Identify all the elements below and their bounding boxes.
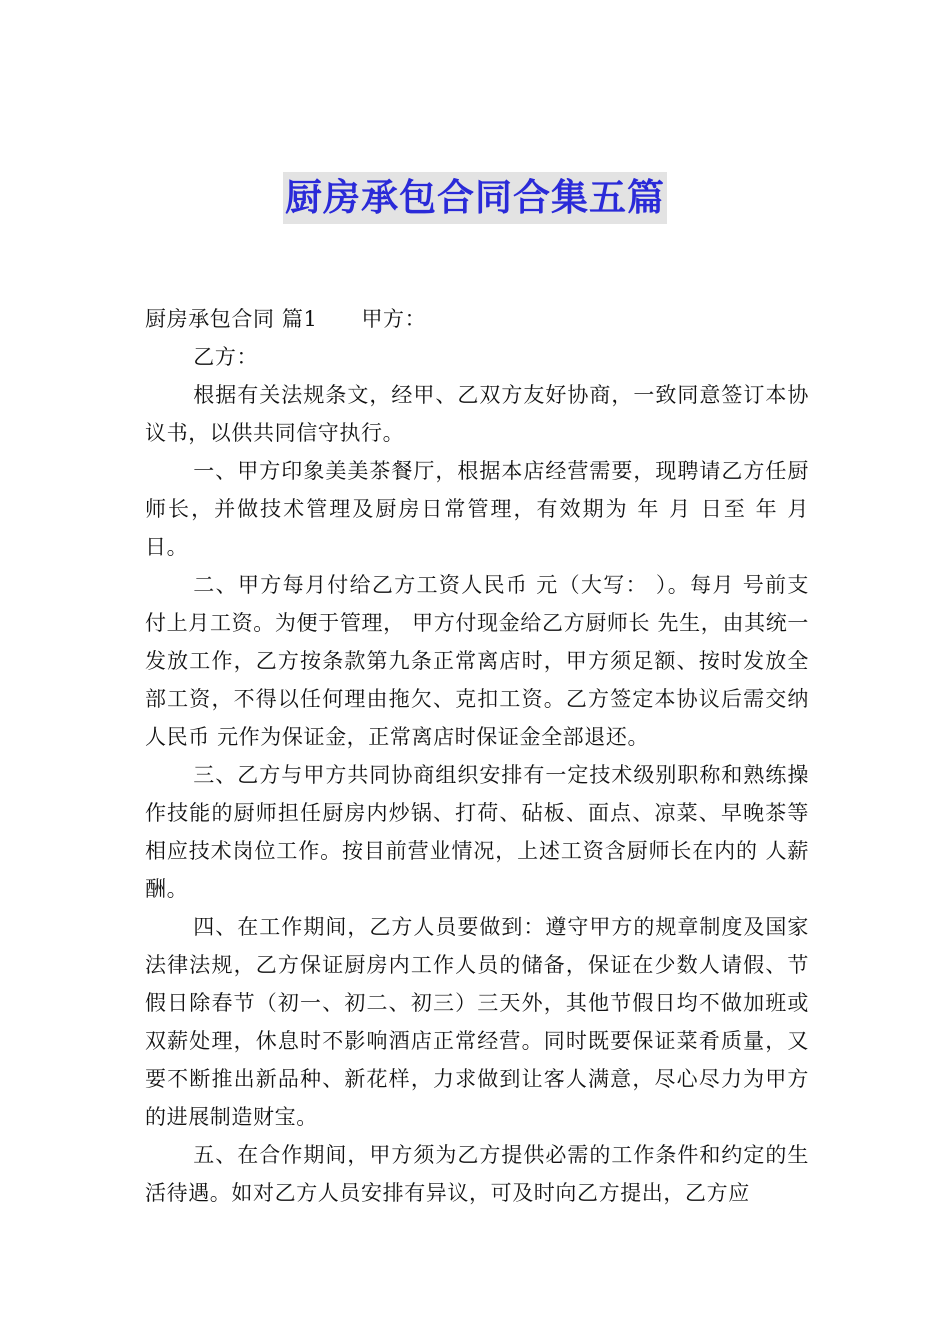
paragraph-clause-1: 一、甲方印象美美茶餐厅，根据本店经营需要，现聘请乙方任厨师长，并做技术管理及厨房日常管理，有效期为 年 月 日至 年 月 日。 [145, 459, 809, 559]
paragraph-clause-5: 五、在合作期间，甲方须为乙方提供必需的工作条件和约定的生活待遇。如对乙方人员安排有异议，可及时向乙方提出，乙方应 [145, 1143, 809, 1205]
section-heading-line [145, 300, 809, 338]
title-area [0, 172, 950, 224]
paragraph-clause-4: 四、在工作期间，乙方人员要做到：遵守甲方的规章制度及国家法律法规，乙方保证厨房内工作人员的储备，保证在少数人请假、节假日除春节（初一、初二、初三）三天外，其他节假日均不做加班或双薪处理，休息时不影响酒店正常经营。同时既要保证菜肴质量，又要不断推出新品种、新花样，力求做到让客人满意，尽心尽力为甲方的进展制造财宝。 [145, 915, 809, 1129]
party-b-label: 乙方： [193, 345, 259, 369]
party-a-label: 甲方： [361, 307, 427, 331]
paragraph-intro: 根据有关法规条文，经甲、乙双方友好协商，一致同意签订本协议书，以供共同信守执行。 [145, 383, 809, 445]
document-body [145, 300, 809, 1212]
paragraph-clause-2: 二、甲方每月付给乙方工资人民币 元（大写： ）。每月 号前支付上月工资。为便于管理， 甲方付现金给乙方厨师长 先生，由其统一发放工作，乙方按条款第九条正常离店时，甲方须足额、按时发放全部工资，不得以任何理由拖欠、克扣工资。乙方签定本协议后需交纳人民币 元作为保证金，正常离店时保证金全部退还。 [145, 573, 809, 749]
document-title: 厨房承包合同合集五篇 [283, 172, 667, 224]
section-heading: 厨房承包合同 篇1 [145, 307, 318, 331]
paragraph-clause-3: 三、乙方与甲方共同协商组织安排有一定技术级别职称和熟练操作技能的厨师担任厨房内炒锅、打荷、砧板、面点、凉菜、早晚茶等相应技术岗位工作。按目前营业情况，上述工资含厨师长在内的 人薪酬。 [145, 763, 809, 901]
